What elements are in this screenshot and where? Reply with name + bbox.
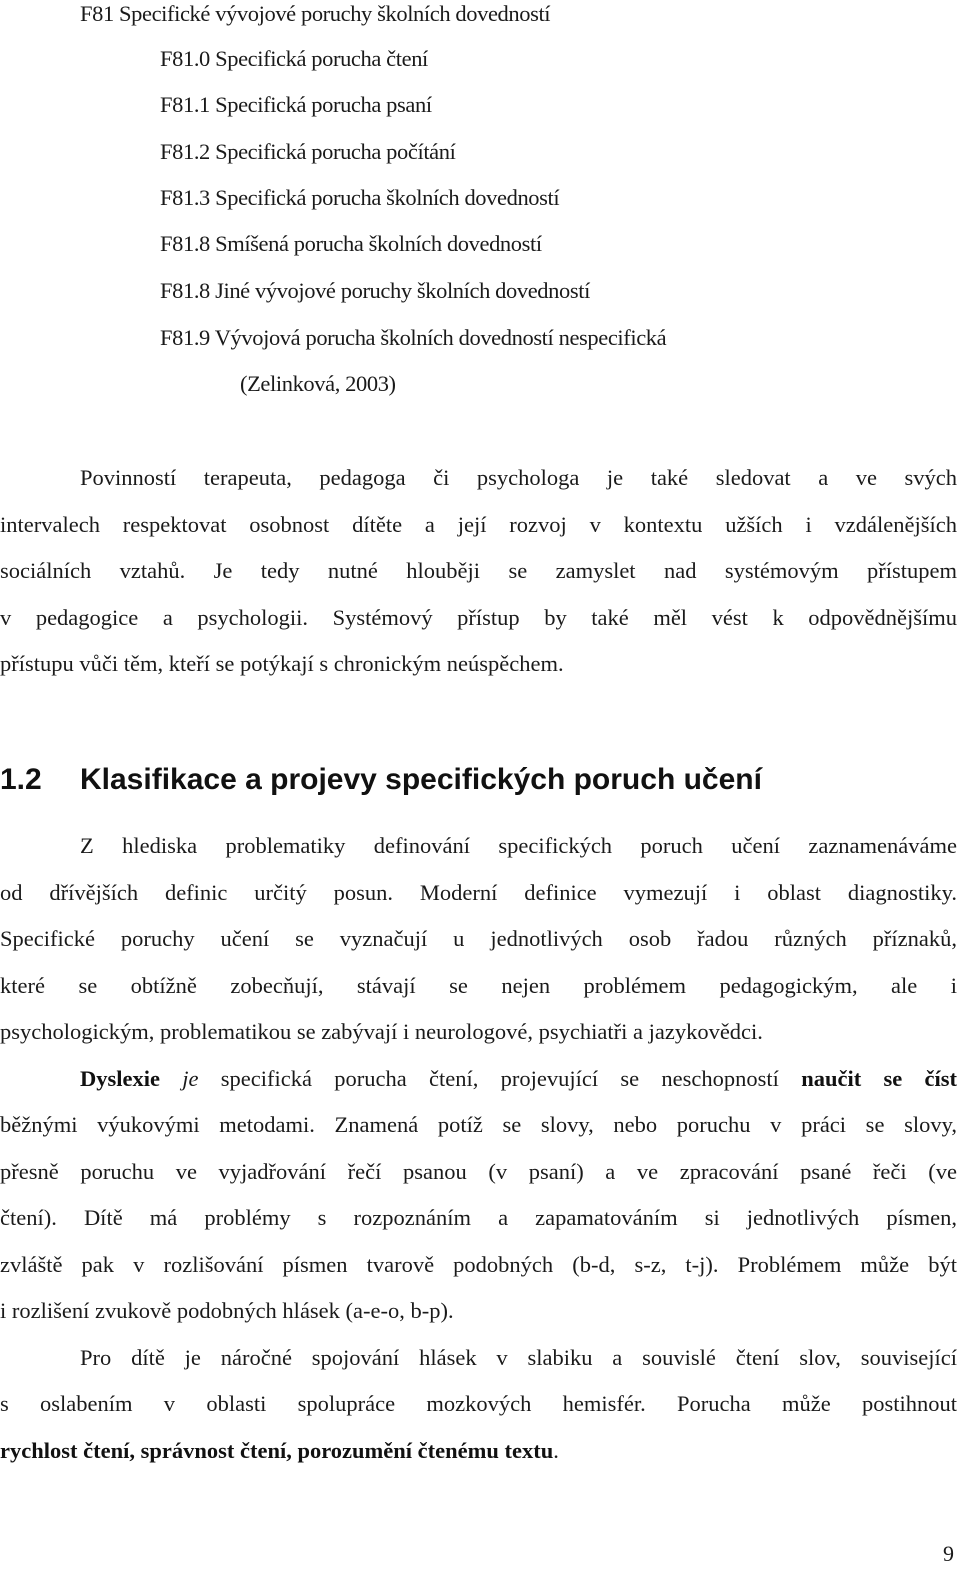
paragraph-line	[80, 1065, 957, 1093]
section-title: Klasifikace a projevy specifických poruch učení	[80, 763, 762, 796]
emphasis-learn-to-read: naučit se číst	[801, 1066, 957, 1091]
paragraph-line: čtení). Dítě má problémy s rozpoznáním a zapamatováním si jednotlivých písmen,	[0, 1205, 957, 1230]
paragraph-line: přesně poruchu ve vyjadřování řečí psanou (v psaní) a ve zpracování psané řeči (ve	[0, 1159, 957, 1184]
word-je: je	[182, 1066, 199, 1091]
paragraph-line: Povinností terapeuta, pedagoga či psychologa je také sledovat a ve svých	[80, 465, 957, 490]
sentence-end: .	[553, 1438, 559, 1463]
paragraph-line: i rozlišení zvukově podobných hlásek (a-e-o, b-p).	[0, 1298, 454, 1323]
paragraph-line: sociálních vztahů. Je tedy nutné hlouběji se zamyslet nad systémovým přístupem	[0, 558, 957, 583]
section-number: 1.2	[0, 763, 42, 796]
toc-item: F81.8 Smíšená porucha školních dovedností	[160, 231, 542, 256]
paragraph-line: které se obtížně zobecňují, stávají se nejen problémem pedagogickým, ale i	[0, 973, 957, 998]
paragraph-line: v pedagogice a psychologii. Systémový přístup by také měl vést k odpovědnějšímu	[0, 605, 957, 630]
paragraph-line: Z hlediska problematiky definování specifických poruch učení zaznamenáváme	[80, 833, 957, 858]
paragraph-line: s oslabením v oblasti spolupráce mozkových hemisfér. Porucha může postihnout	[0, 1391, 957, 1416]
term-dyslexie: Dyslexie	[80, 1066, 160, 1091]
toc-item: F81.3 Specifická porucha školních dovedností	[160, 185, 560, 210]
paragraph-line: od dřívějších definic určitý posun. Moderní definice vymezují i oblast diagnostiky.	[0, 880, 957, 905]
paragraph-line	[0, 1437, 559, 1465]
citation: (Zelinková, 2003)	[240, 371, 396, 396]
toc-title: F81 Specifické vývojové poruchy školních dovedností	[80, 1, 551, 26]
paragraph-line: zvláště pak v rozlišování písmen tvarově podobných (b-d, s-z, t-j). Problémem může být	[0, 1252, 957, 1277]
page-number: 9	[943, 1541, 954, 1566]
emphasis-reading-skills: rychlost čtení, správnost čtení, porozumění čtenému textu	[0, 1438, 554, 1463]
definition-text: specifická porucha čtení, projevující se neschopností	[198, 1066, 802, 1091]
section-heading	[0, 762, 762, 798]
paragraph-line: běžnými výukovými metodami. Znamená potíž se slovy, nebo poruchu v práci se slovy,	[0, 1112, 957, 1137]
toc-item: F81.9 Vývojová porucha školních dovedností nespecifická	[160, 325, 667, 350]
toc-item: F81.1 Specifická porucha psaní	[160, 92, 432, 117]
paragraph-line: Specifické poruchy učení se vyznačují u jednotlivých osob řadou různých příznaků,	[0, 926, 957, 951]
paragraph-line: přístupu vůči těm, kteří se potýkají s chronickým neúspěchem.	[0, 651, 564, 676]
toc-item: F81.2 Specifická porucha počítání	[160, 139, 456, 164]
toc-item: F81.0 Specifická porucha čtení	[160, 46, 428, 71]
paragraph-line: psychologickým, problematikou se zabývají i neurologové, psychiatři a jazykovědci.	[0, 1019, 763, 1044]
paragraph-line: Pro dítě je náročné spojování hlásek v slabiku a souvislé čtení slov, související	[80, 1345, 957, 1370]
toc-item: F81.8 Jiné vývojové poruchy školních dovedností	[160, 278, 590, 303]
paragraph-line: intervalech respektovat osobnost dítěte a její rozvoj v kontextu užších i vzdálenějších	[0, 512, 957, 537]
